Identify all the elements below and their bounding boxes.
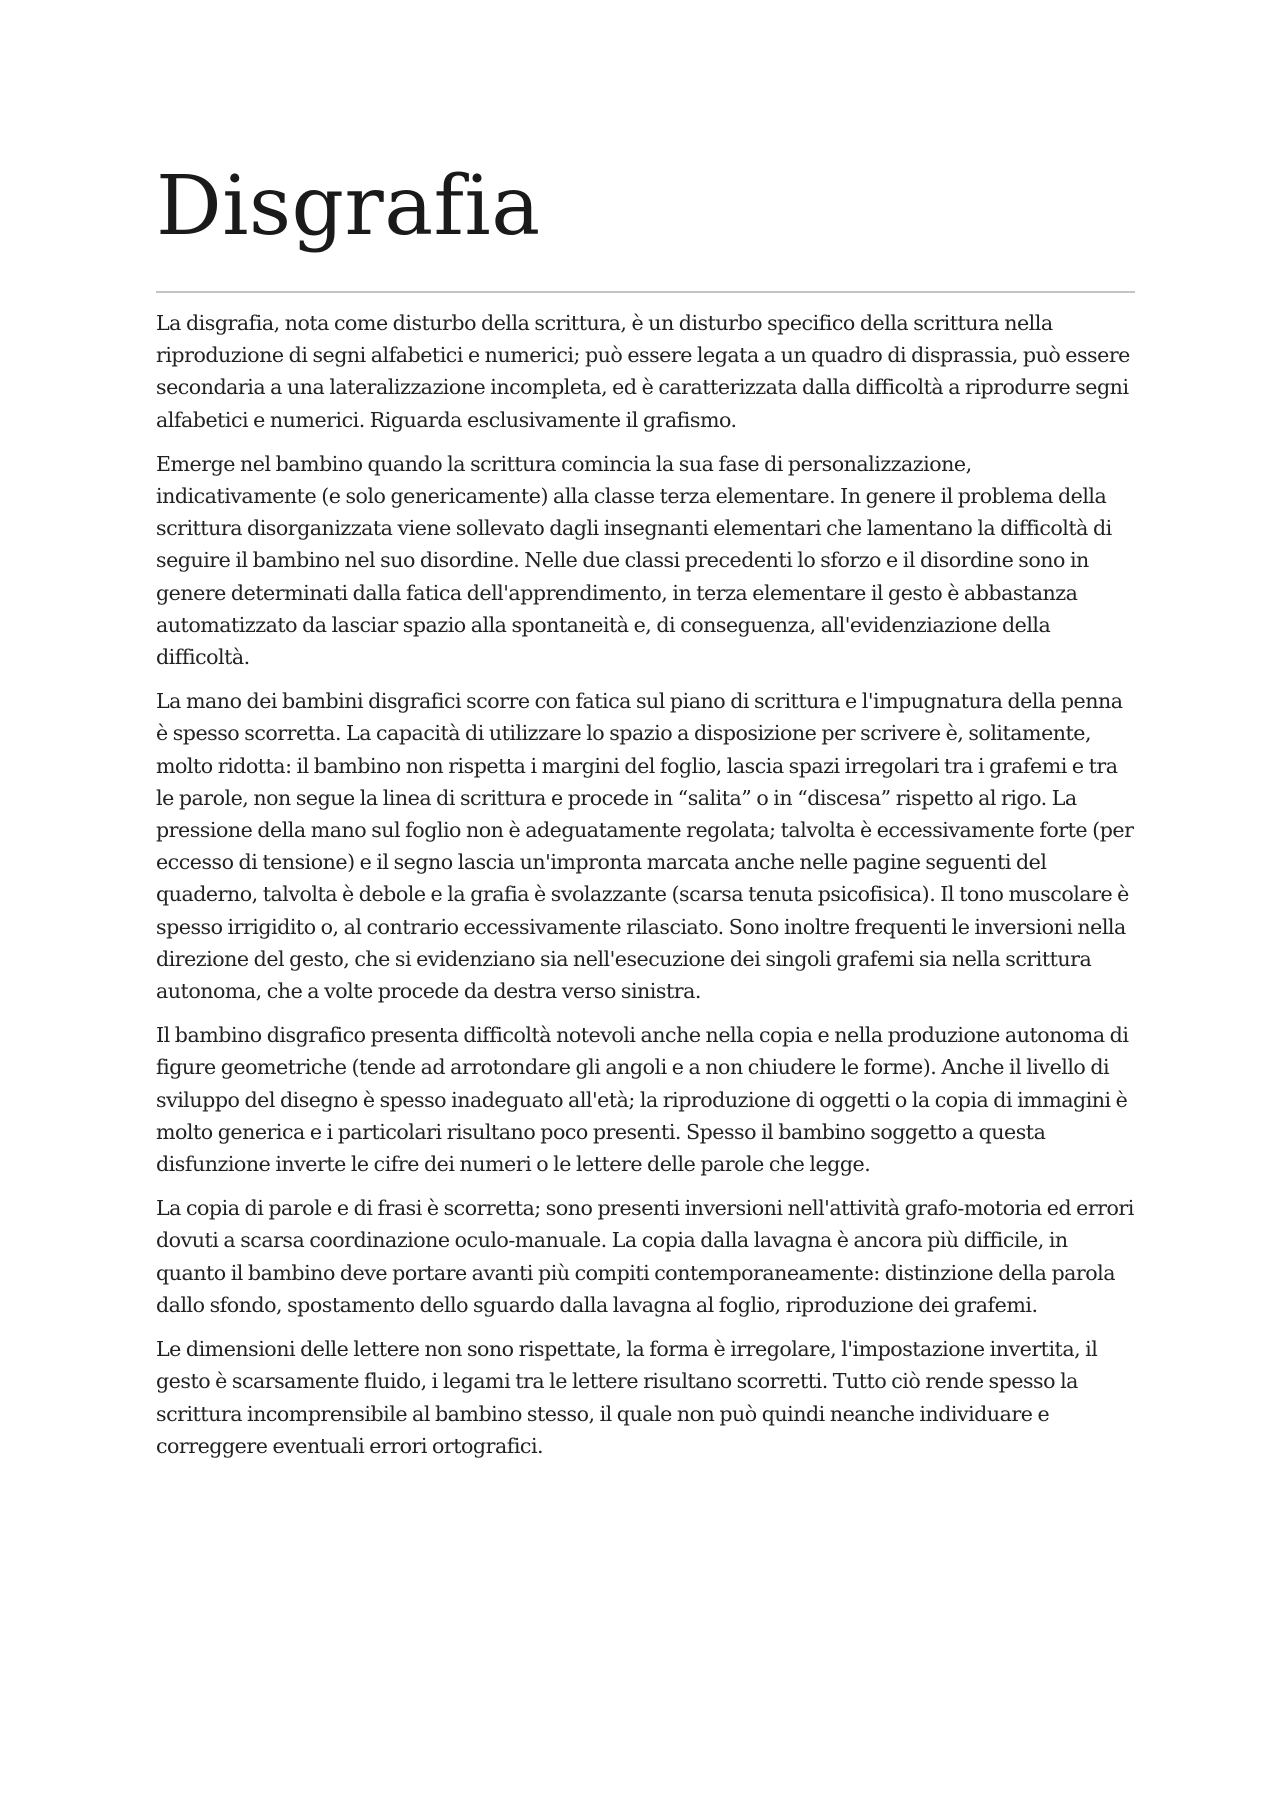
document-page bbox=[156, 150, 1135, 1474]
paragraph: Emerge nel bambino quando la scrittura comincia la sua fase di personalizzazione, indicativamente (e solo genericamente) alla classe terza elementare. In genere il problema della scrittura disorganizzata viene sollevato dagli insegnanti elementari che lamentano la difficoltà di seguire il bambino nel suo disordine. Nelle due classi precedenti lo sforzo e il disordine sono in genere determinati dalla fatica dell'apprendimento, in terza elementare il gesto è abbastanza automatizzato da lasciar spazio alla spontaneità e, di conseguenza, all'evidenziazione della difficoltà. bbox=[156, 451, 1112, 670]
title-divider bbox=[156, 291, 1135, 293]
paragraph: La mano dei bambini disgrafici scorre con fatica sul piano di scrittura e l'impugnatura della penna è spesso scorretta. La capacità di utilizzare lo spazio a disposizione per scrivere è, solitamente, molto ridotta: il bambino non rispetta i margini del foglio, lascia spazi irregolari tra i grafemi e tra le parole, non segue la linea di scrittura e procede in “salita” o in “discesa” rispetto al rigo. La pressione della mano sul foglio non è adeguatamente regolata; talvolta è eccessivamente forte (per eccesso di tensione) e il segno lascia un'impronta marcata anche nelle pagine seguenti del quaderno, talvolta è debole e la grafia è svolazzante (scarsa tenuta psicofisica). Il tono muscolare è spesso irrigidito o, al contrario eccessivamente rilasciato. Sono inoltre frequenti le inversioni nella direzione del gesto, che si evidenziano sia nell'esecuzione dei singoli grafemi sia nella scrittura autonoma, che a volte procede da destra verso sinistra. bbox=[156, 689, 1134, 1004]
document-title: Disgrafia bbox=[156, 159, 541, 254]
paragraph: Le dimensioni delle lettere non sono rispettate, la forma è irregolare, l'impostazione invertita, il gesto è scarsamente fluido, i legami tra le lettere risultano scorretti. Tutto ciò rende spesso la scrittura incomprensibile al bambino stesso, il quale non può quindi neanche individuare e correggere eventuali errori ortografici. bbox=[156, 1337, 1098, 1458]
paragraph: La copia di parole e di frasi è scorretta; sono presenti inversioni nell'attività grafo-motoria ed errori dovuti a scarsa coordinazione oculo-manuale. La copia dalla lavagna è ancora più difficile, in quanto il bambino deve portare avanti più compiti contemporaneamente: distinzione della parola dallo sfondo, spostamento dello sguardo dalla lavagna al foglio, riproduzione dei grafemi. bbox=[156, 1196, 1134, 1317]
paragraph: Il bambino disgrafico presenta difficoltà notevoli anche nella copia e nella produzione autonoma di figure geometriche (tende ad arrotondare gli angoli e a non chiudere le forme). Anche il livello di sviluppo del disegno è spesso inadeguato all'età; la riproduzione di oggetti o la copia di immagini è molto generica e i particolari risultano poco presenti. Spesso il bambino soggetto a questa disfunzione inverte le cifre dei numeri o le lettere delle parole che legge. bbox=[156, 1023, 1129, 1177]
paragraph: La disgrafia, nota come disturbo della scrittura, è un disturbo specifico della scrittura nella riproduzione di segni alfabetici e numerici; può essere legata a un quadro di disprassia, può essere secondaria a una lateralizzazione incompleta, ed è caratterizzata dalla difficoltà a riprodurre segni alfabetici e numerici. Riguarda esclusivamente il grafismo. bbox=[156, 311, 1130, 432]
